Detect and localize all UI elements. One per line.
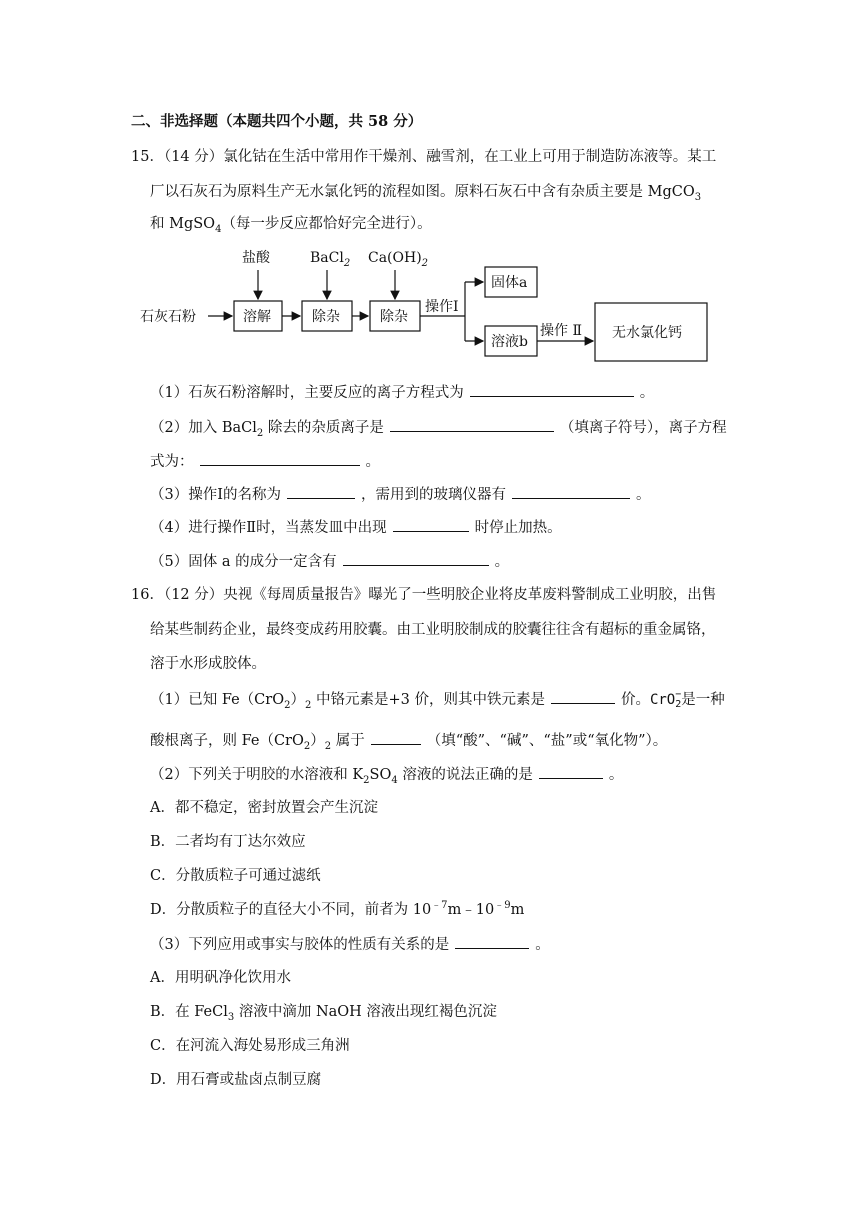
q16-sub2-option-a: A．都不稳定，密封放置会产生沉淀 [150, 800, 378, 816]
q15-sub2-line2 [150, 451, 380, 472]
q15-sub5-end: 。 [494, 554, 510, 570]
q16-sub1-sub-b: 2 [304, 699, 312, 711]
q16-sub1-line2-sub-a: 2 [303, 740, 311, 752]
q15-sub3-end: 。 [635, 487, 651, 503]
q16-sub1 [150, 689, 725, 710]
flow-box-purify-2-label: 除杂 [380, 309, 408, 325]
q15-sub4 [150, 517, 562, 538]
q16-sub2-text-c: 溶液的说法正确的是 [397, 767, 533, 783]
flow-input-label: 石灰石粉 [140, 309, 196, 325]
q16-sub1-text-c: 中铬元素是+3 价，则其中铁元素是 [311, 692, 545, 708]
flow-box-dissolve-label: 溶解 [243, 309, 271, 325]
q15-sub1-end: 。 [639, 385, 655, 401]
q15-sub2-line2-text: 式为： [150, 454, 194, 470]
q16-sub1-text-a: （1）已知 Fe（CrO [150, 692, 285, 708]
q16-sub1-sub-a: 2 [284, 699, 291, 711]
q16-sub1-blank-category[interactable] [371, 730, 421, 745]
q15-sub2-text-c: （填离子符号），离子方程 [559, 420, 727, 436]
q16-sub2-option-d [150, 900, 524, 920]
q16-sub3-option-b-a: B．在 FeCl [150, 1004, 228, 1020]
q15-sub5 [150, 551, 509, 572]
q15-sub2-end: 。 [365, 454, 380, 470]
section-title: 二、非选择题（本题共四个小题，共 58 分） [131, 113, 423, 130]
q15-sub2-sub: 2 [256, 427, 264, 439]
q15-sub4-blank[interactable] [393, 517, 469, 532]
q16-sub3-option-d: D．用石膏或盐卤点制豆腐 [150, 1072, 322, 1088]
q16-sub3-option-b-b: 溶液中滴加 NaOH 溶液出现红褐色沉淀 [234, 1004, 497, 1020]
q15-sub3-text-a: （3）操作Ⅰ的名称为 [150, 487, 281, 503]
q16-sub1-text-d: 价。 [620, 692, 650, 708]
q15-stem-line-2-sub: 3 [694, 191, 702, 203]
q16-sub1-line2-a: 酸根离子，则 Fe（CrO [150, 733, 304, 749]
q15-sub3-text-b: ，需用到的玻璃仪器有 [360, 487, 506, 503]
q16-sub2-option-d-a: D．分散质粒子的直径大小不同，前者为 10 [150, 902, 432, 918]
q15-sub2 [150, 417, 727, 438]
q15-sub1-text: （1）石灰石粉溶解时，主要反应的离子方程式为 [150, 385, 464, 401]
chromite-ion-formula: CrO − 2 [649, 689, 682, 710]
q15-sub4-text-b: 时停止加热。 [474, 520, 562, 536]
q15-stem-line-1: 15．（14 分）氯化钴在生活中常用作干燥剂、融雪剂，在工业上可用于制造防冻液等。某工 [131, 149, 717, 165]
flow-solid-a-label: 固体a [491, 275, 528, 291]
q15-stem-line-3-sub: 4 [215, 223, 222, 235]
q15-stem-line-2 [150, 182, 701, 202]
flow-product-label: 无水氯化钙 [612, 325, 682, 341]
q16-sub1-blank-valence[interactable] [551, 689, 615, 704]
q15-sub5-text-a: （5）固体 a 的成分一定含有 [150, 554, 337, 570]
q16-sub1-text-b: ） [290, 692, 305, 708]
q15-sub2-text-b: 除去的杂质离子是 [263, 420, 384, 436]
flow-box-purify-1-label: 除杂 [312, 309, 340, 325]
q16-sub1-line2-d: （填“酸”、“碱”、“盐”或“氧化物”）。 [426, 733, 668, 749]
q15-sub5-blank[interactable] [343, 551, 489, 566]
process-flow-diagram [140, 245, 720, 370]
q16-sub2-end: 。 [608, 767, 624, 783]
flow-svg [140, 245, 720, 370]
q16-sub2-blank[interactable] [539, 764, 603, 779]
q16-sub2-option-d-b: m﹣10 [447, 902, 495, 918]
q16-sub3-end: 。 [535, 937, 550, 953]
q16-stem-line-2: 给某些制药企业，最终变成药用胶囊。由工业明胶制成的胶囊往往含有超标的重金属铬， [150, 622, 716, 638]
q15-sub1-blank[interactable] [470, 382, 634, 397]
q16-sub3 [150, 934, 550, 955]
q16-sub2 [150, 764, 623, 785]
q15-sub3-blank-glassware[interactable] [512, 484, 630, 499]
q16-sub2-option-d-sup1: ﹣7 [431, 900, 448, 912]
flow-op1-label: 操作Ⅰ [425, 299, 459, 315]
flow-reagent-hcl: 盐酸 [242, 250, 270, 266]
q16-sub1-text-e: 是一种 [681, 692, 725, 708]
q16-sub1-line2-b: ） [310, 733, 325, 749]
flow-reagent-bacl2: BaCl$_2$ [310, 250, 351, 269]
q16-sub2-option-d-sup2: ﹣9 [494, 900, 511, 912]
q16-sub3-option-c: C．在河流入海处易形成三角洲 [150, 1038, 350, 1054]
q16-stem-line-3: 溶于水形成胶体。 [150, 656, 266, 672]
q16-sub1-line2-sub-b: 2 [324, 740, 332, 752]
q16-sub1-line2-c: 属于 [331, 733, 365, 749]
q16-sub2-sub-b: 4 [391, 774, 398, 786]
q16-sub2-option-d-c: m [510, 902, 525, 918]
q16-sub2-sub-a: 2 [363, 774, 370, 786]
q15-sub2-blank-ion[interactable] [390, 417, 554, 432]
flow-solution-b-label: 溶液b [491, 334, 528, 350]
q15-sub1 [150, 382, 654, 403]
flow-reagent-caoh2: $Ca(OH)_2$ [368, 250, 429, 269]
q15-stem-line-3 [150, 214, 432, 234]
q16-sub3-blank[interactable] [455, 934, 529, 949]
q15-stem-line-3-text: 和 MgSO [150, 216, 216, 232]
q16-sub3-text: （3）下列应用或事实与胶体的性质有关系的是 [150, 937, 450, 953]
q16-sub1-line2 [150, 730, 667, 751]
flow-op2-label: 操作 Ⅱ [540, 323, 582, 339]
q15-stem-line-3-tail: （每一步反应都恰好完全进行）。 [221, 216, 432, 232]
q15-stem-line-2-text: 厂以石灰石为原料生产无水氯化钙的流程如图。原料石灰石中含有杂质主要是 MgCO [150, 184, 695, 200]
q15-sub2-text-a: （2）加入 BaCl [150, 420, 257, 436]
q15-sub3 [150, 484, 650, 505]
q16-sub2-option-c: C．分散质粒子可通过滤纸 [150, 868, 321, 884]
q16-sub3-option-b-sub: 3 [227, 1011, 235, 1023]
q16-sub2-option-b: B．二者均有丁达尔效应 [150, 834, 306, 850]
q16-sub3-option-b [150, 1002, 497, 1022]
q16-sub2-text-b: SO [369, 767, 392, 783]
q15-sub3-blank-name[interactable] [287, 484, 355, 499]
q16-sub3-option-a: A．用明矾净化饮用水 [150, 970, 291, 986]
q16-sub2-text-a: （2）下列关于明胶的水溶液和 K [150, 767, 364, 783]
q15-sub2-blank-equation[interactable] [200, 451, 360, 466]
q16-stem-line-1: 16．（12 分）央视《每周质量报告》曝光了一些明胶企业将皮革废料警制成工业明胶，出售 [131, 587, 717, 603]
q15-sub4-text-a: （4）进行操作Ⅱ时，当蒸发皿中出现 [150, 520, 387, 536]
